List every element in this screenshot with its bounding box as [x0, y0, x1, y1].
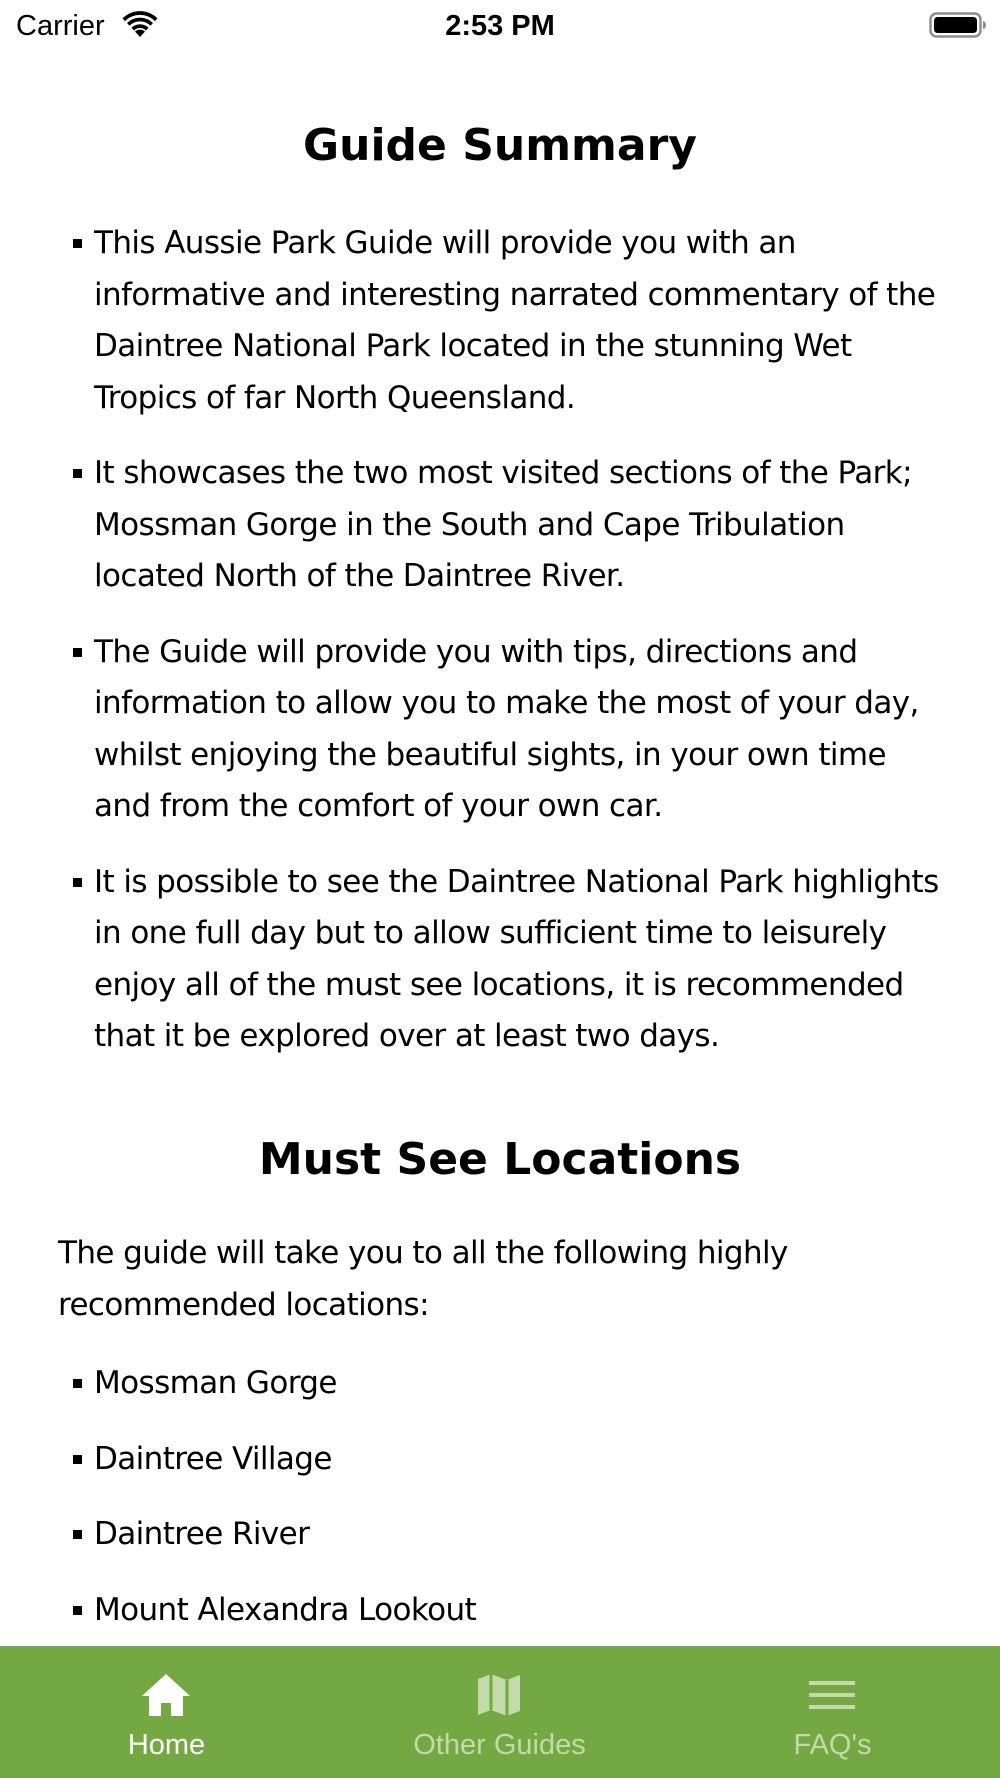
list-item [0, 857, 1000, 1063]
status-time: 2:53 PM [445, 10, 555, 42]
location-name: Daintree River [94, 1516, 310, 1552]
location-name: Mount Alexandra Lookout [94, 1591, 477, 1628]
tab-label: Other Guides [413, 1729, 586, 1761]
bullet-marker [73, 239, 82, 248]
bullet-marker [73, 648, 82, 657]
list-item [0, 1358, 1000, 1410]
battery-icon [929, 10, 987, 40]
tab-home[interactable] [0, 1646, 333, 1778]
guide-summary-list [0, 218, 1000, 1087]
must-see-heading: Must See Locations [258, 1134, 742, 1185]
tab-label: Home [127, 1729, 206, 1761]
bullet-marker [73, 1530, 82, 1539]
must-see-intro: The guide will take you to all the following highly recommended locations: [58, 1235, 788, 1323]
status-bar [0, 0, 1000, 52]
list-item-text: This Aussie Park Guide will provide you with an informative and interesting narrated commentary of the Daintree National Park located in the stunning Wet Tropics of far North Queensland. [94, 225, 936, 416]
location-name: Daintree Village [94, 1440, 332, 1477]
bullet-marker [73, 878, 82, 887]
list-item [0, 1434, 1000, 1486]
map-icon [473, 1672, 525, 1718]
bullet-marker [73, 469, 82, 478]
location-name: Mossman Gorge [94, 1365, 337, 1401]
list-item [0, 1509, 1000, 1561]
home-icon [140, 1672, 192, 1718]
locations-list [0, 1358, 1000, 1646]
list-item-text: It showcases the two most visited sections of the Park; Mossman Gorge in the South and Cape Tribulation located North of the Daintree River. [94, 455, 912, 594]
bullet-marker [73, 1455, 82, 1464]
list-item [0, 1585, 1000, 1637]
guide-content[interactable] [0, 52, 1000, 1646]
tab-bar [0, 1646, 1000, 1778]
list-item-text: It is possible to see the Daintree National Park highlights in one full day but to allow sufficient time to leisurely enjoy all of the must see locations, it is recommended that it be explored over at least two days. [94, 863, 939, 1054]
list-item-text: The Guide will provide you with tips, directions and information to allow you to make the most of your day, whilst enjoying the beautiful sights, in your own time and from the comfort of your own car. [94, 633, 919, 824]
tab-faqs[interactable] [666, 1646, 999, 1778]
list-item [0, 218, 1000, 424]
tab-label: FAQ's [793, 1729, 872, 1761]
bullet-marker [73, 1379, 82, 1388]
tab-other-guides[interactable] [333, 1646, 666, 1778]
carrier-label: Carrier [16, 10, 105, 42]
guide-summary-heading: Guide Summary [303, 120, 697, 171]
list-item [0, 448, 1000, 603]
menu-icon [806, 1672, 858, 1718]
bullet-marker [73, 1606, 82, 1615]
list-item [0, 627, 1000, 833]
